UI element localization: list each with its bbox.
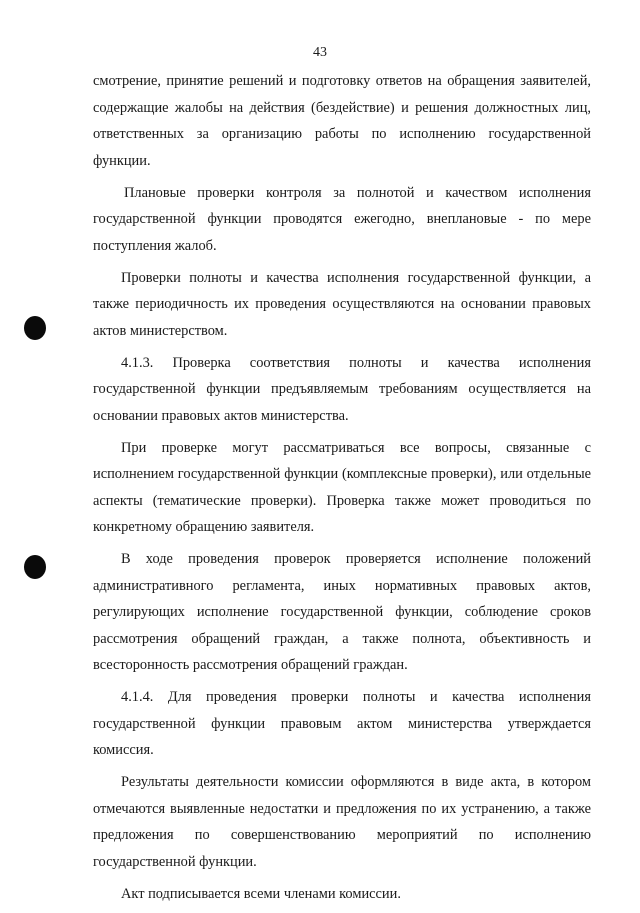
paragraph: В ходе проведения проверок проверяется исполнение положений административного регламента, иных нормативных правовых актов, регулирующих исполнение государственной функции, соблюдение сроков рассмотрения обращений граждан, а также полнота, объективность и всесторонность рассмотрения обращений граждан. [93, 551, 591, 673]
punch-hole-mark [24, 555, 46, 579]
paragraph: 4.1.3. Проверка соответствия полноты и качества исполнения государственной функции предъявляемым требованиям осуществляется на основании правовых актов министерства. [93, 354, 591, 424]
paragraph: смотрение, принятие решений и подготовку ответов на обращения заявителей, содержащие жалобы на действия (бездействие) и решения должностных лиц, ответственных за организацию работы по исполнению государственной функции. [93, 73, 591, 169]
paragraph: Акт подписывается всеми членами комиссии. [121, 885, 401, 902]
paragraph: При проверке могут рассматриваться все вопросы, связанные с исполнением государственной функции (комплексные проверки), или отдельные аспекты (тематические проверки). Проверка также может проводиться по конкретному обращению заявителя. [93, 439, 591, 535]
paragraph: Проверки полноты и качества исполнения государственной функции, а также периодичность их проведения осуществляются на основании правовых актов министерством. [93, 269, 591, 339]
page-number: 43 [313, 45, 327, 60]
punch-hole-mark [24, 316, 46, 340]
document-body [93, 68, 591, 913]
paragraph: Результаты деятельности комиссии оформляются в виде акта, в котором отмечаются выявленные недостатки и предложения по их устранению, а также предложения по совершенствованию мероприятий по исполнению государственной функции. [93, 774, 591, 870]
paragraph: Плановые проверки контроля за полнотой и качеством исполнения государственной функции проводятся ежегодно, внеплановые - по мере поступления жалоб. [93, 184, 591, 254]
paragraph: 4.1.4. Для проведения проверки полноты и качества исполнения государственной функции правовым актом министерства утверждается комиссия. [93, 689, 591, 758]
